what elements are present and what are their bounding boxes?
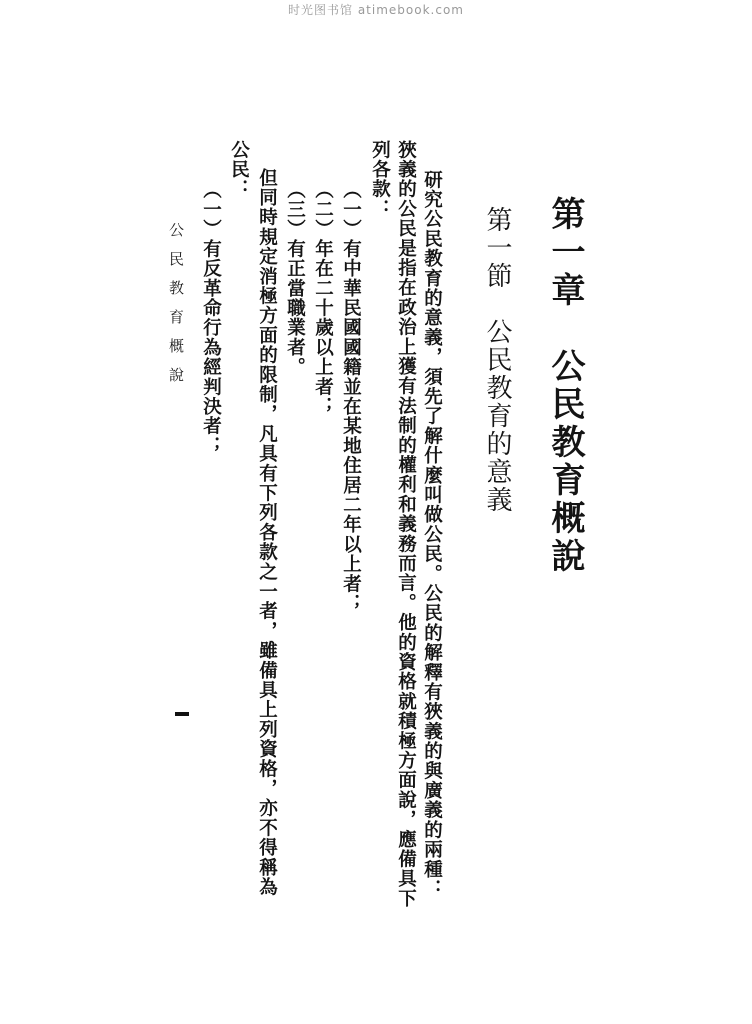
text-line-8: 公民： xyxy=(228,140,250,200)
section-title: 第一節 公民教育的意義 xyxy=(482,206,512,514)
text-line-3: 列各款： xyxy=(369,140,391,219)
chapter-title: 第一章 公民教育概說 xyxy=(545,196,585,576)
list-item-4: （一）有反革命行為經判決者； xyxy=(200,180,222,456)
running-header: 公民教育概說 xyxy=(167,222,185,396)
text-line-7: 但同時規定消極方面的限制，凡具有下列各款之一者，雖備具上列資格，亦不得稱為 xyxy=(256,168,278,897)
watermark-text: 时光图书馆 atimebook.com xyxy=(288,3,464,17)
page-number-mark xyxy=(175,712,189,716)
list-item-2: （二）年在二十歲以上者； xyxy=(312,180,334,417)
text-line-1: 研究公民教育的意義，須先了解什麼叫做公民。公民的解釋有狹義的與廣義的兩種： xyxy=(421,170,443,899)
list-item-3: （三）有正當職業者。 xyxy=(284,180,306,377)
list-item-1: （一）有中華民國國籍並在某地住居二年以上者； xyxy=(340,180,362,614)
text-line-2: 狹義的公民是指在政治上獲有法制的權利和義務而言。他的資格就積極方面說，應備具下 xyxy=(395,140,417,909)
